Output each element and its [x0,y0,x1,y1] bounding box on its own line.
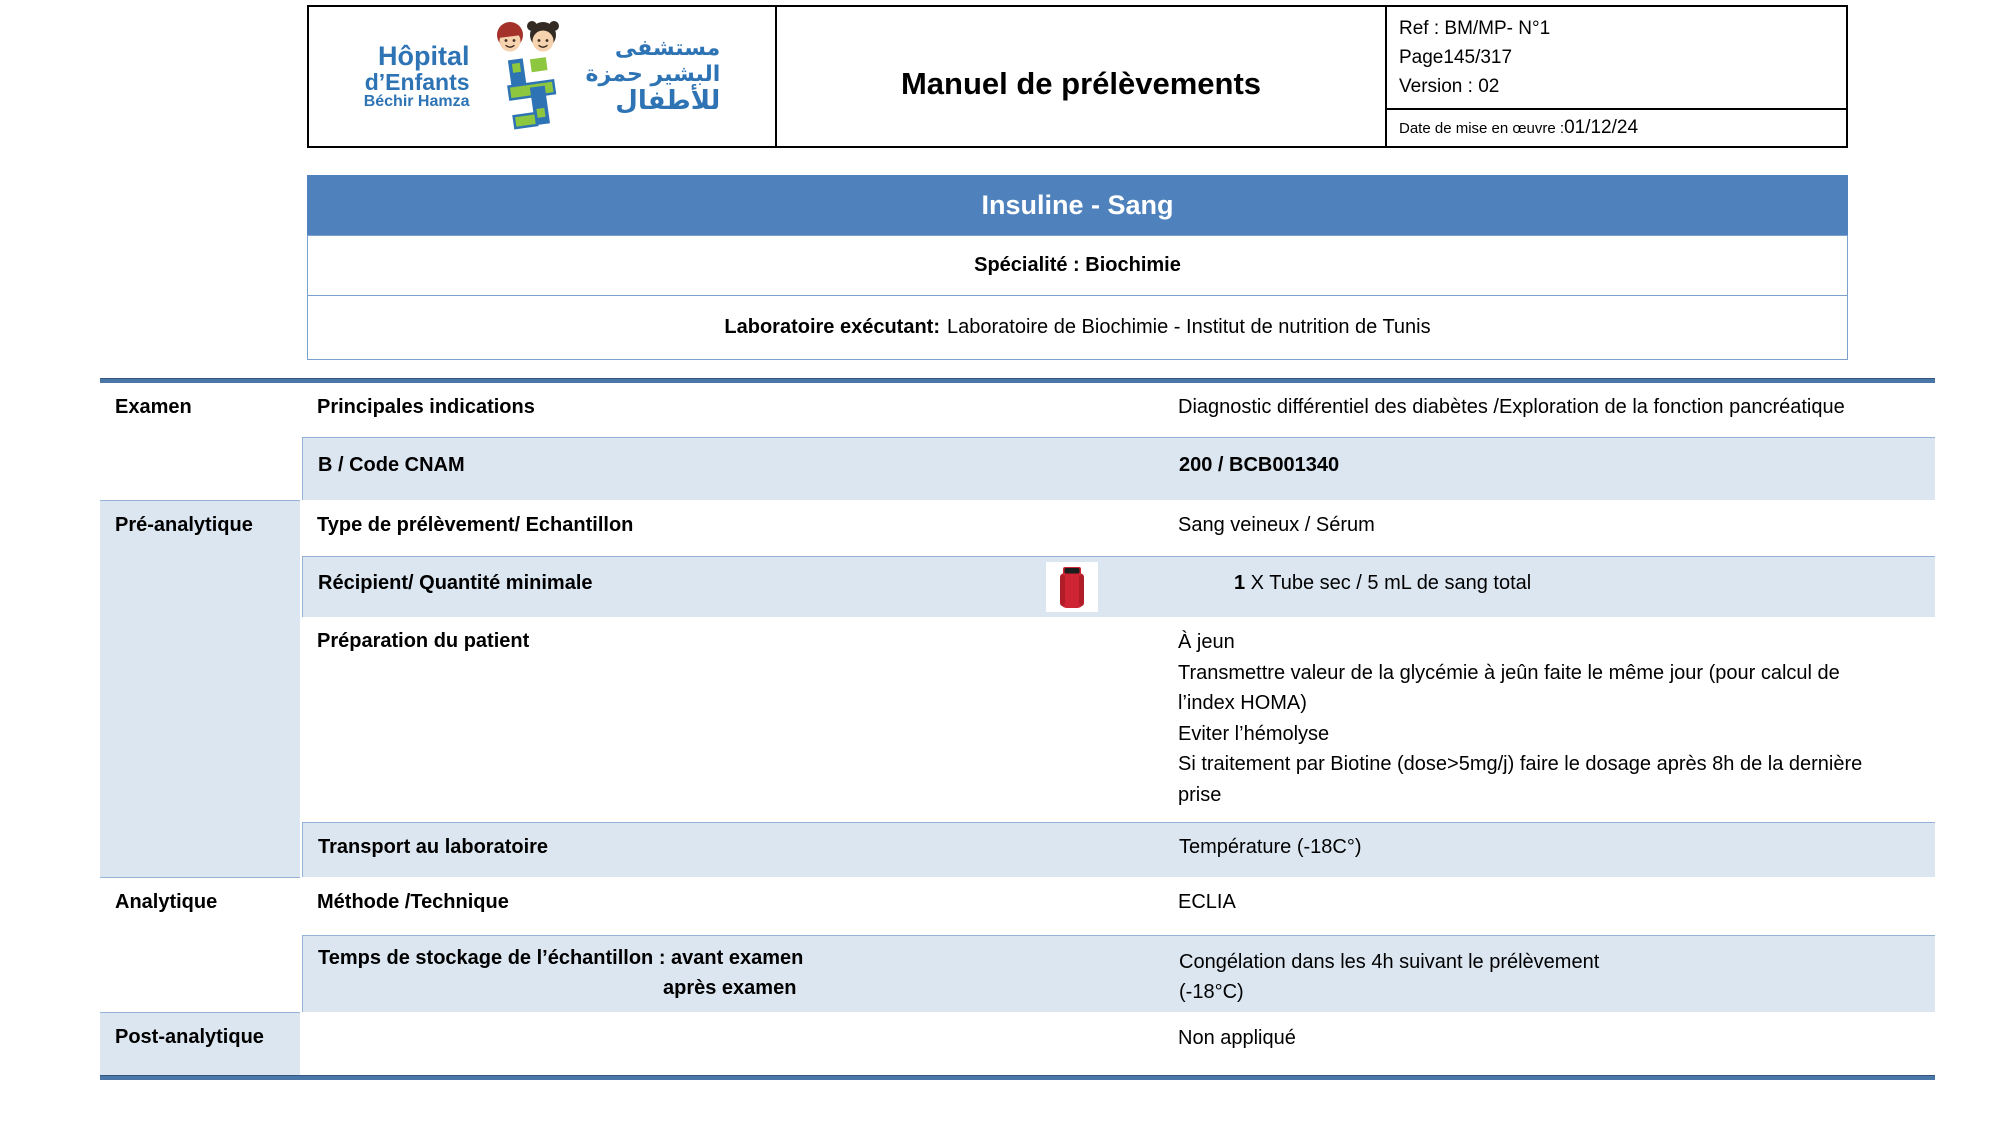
row-recipient [302,556,1935,617]
red-tube-icon [1046,562,1098,612]
row-value [1179,947,1599,1007]
row-code-cnam [302,437,1935,500]
row-value [1234,572,1531,595]
preparation-line: Eviter l’hémolyse [1178,722,1330,745]
logo-arabic-text [586,36,721,116]
logo-line-2: d’Enfants [364,69,470,96]
preparation-line: Transmettre valeur de la glycémie à jeûn faite le même jour (pour calcul de [1178,661,1840,684]
table-bottom-rule [100,1075,1935,1080]
preparation-line: À jeun [1178,631,1235,653]
row-value: 200 / BCB001340 [1179,454,1340,476]
exam-title-banner [307,175,1848,235]
exam-title: Insuline - Sang [981,189,1174,220]
laboratoire-box [307,296,1848,360]
row-label: Transport au laboratoire [318,836,549,858]
row-label: Méthode /Technique [317,891,509,913]
stockage-value-line-1: Congélation dans les 4h suivant le prélèvement [1179,951,1600,973]
row-preparation [300,617,1935,822]
document-header [307,5,1848,148]
preparation-line: Si traitement par Biotine (dose>5mg/j) faire le dosage après 8h de la dernière [1178,753,1863,775]
logo-french-text [364,42,470,111]
hospital-emblem-icon [480,18,576,136]
row-value: Sang veineux / Sérum [1178,514,1375,536]
specialite-box [307,235,1848,296]
row-type-prelevement [300,500,1935,556]
tube-description: X Tube sec / 5 mL de sang total [1245,572,1532,594]
section-post-analytique: Post-analytique [100,1012,300,1075]
row-methode [300,877,1935,935]
laboratoire-label: Laboratoire exécutant: [724,316,940,338]
row-label: Type de prélèvement/ Echantillon [317,514,634,536]
section-analytique: Analytique [100,877,300,1012]
section-examen: Examen [115,396,192,418]
date-block [1387,108,1846,146]
reference-cell [1387,7,1846,146]
preparation-line: l’index HOMA) [1178,692,1307,714]
tube-quantity: 1 [1234,572,1246,594]
prelevement-table [100,378,1935,1080]
stockage-value-line-2: (-18°C) [1179,981,1244,1003]
tube-image-frame [1046,562,1098,612]
page-number: Page145/317 [1399,47,1513,68]
logo-arabic-line-3: للأطفال [615,85,721,116]
logo-arabic-line-2: البشير حمزة [585,61,721,87]
preparation-line: prise [1178,783,1222,806]
version-number: Version : 02 [1399,76,1500,97]
laboratoire-value: Laboratoire de Biochimie - Institut de nutrition de Tunis [947,316,1431,338]
logo-line-3: Béchir Hamza [363,93,470,111]
row-label: B / Code CNAM [318,454,465,476]
document-title: Manuel de prélèvements [900,65,1262,101]
section-pre-analytique: Pré-analytique [100,500,300,877]
row-value: Non appliqué [1178,1027,1296,1049]
ref-number: Ref : BM/MP- N°1 [1399,18,1551,39]
row-label-line-1: Temps de stockage de l’échantillon : avant examen [318,947,804,969]
row-indications [300,383,1935,437]
row-value: Diagnostic différentiel des diabètes /Exploration de la fonction pancréatique [1178,396,1845,418]
row-label: Principales indications [317,396,535,418]
logo-arabic-line-1: مستشفى [614,36,721,62]
hospital-logo [309,7,777,146]
row-label: Récipient/ Quantité minimale [318,572,593,594]
row-post-analytique [300,1012,1935,1075]
specialite-text: Spécialité : Biochimie [974,254,1181,276]
reference-block [1387,7,1846,108]
row-label-line-2: après examen [663,977,797,999]
row-value: ECLIA [1178,891,1236,913]
logo-line-1: Hôpital [378,40,470,71]
row-value [1178,627,1862,810]
row-stockage [302,935,1935,1012]
row-value: Température (-18C°) [1179,836,1362,858]
date-value: 01/12/24 [1564,117,1639,138]
date-label: Date de mise en œuvre : [1399,119,1565,137]
title-cell [777,7,1387,146]
row-transport [302,822,1935,877]
row-label: Préparation du patient [317,630,530,652]
